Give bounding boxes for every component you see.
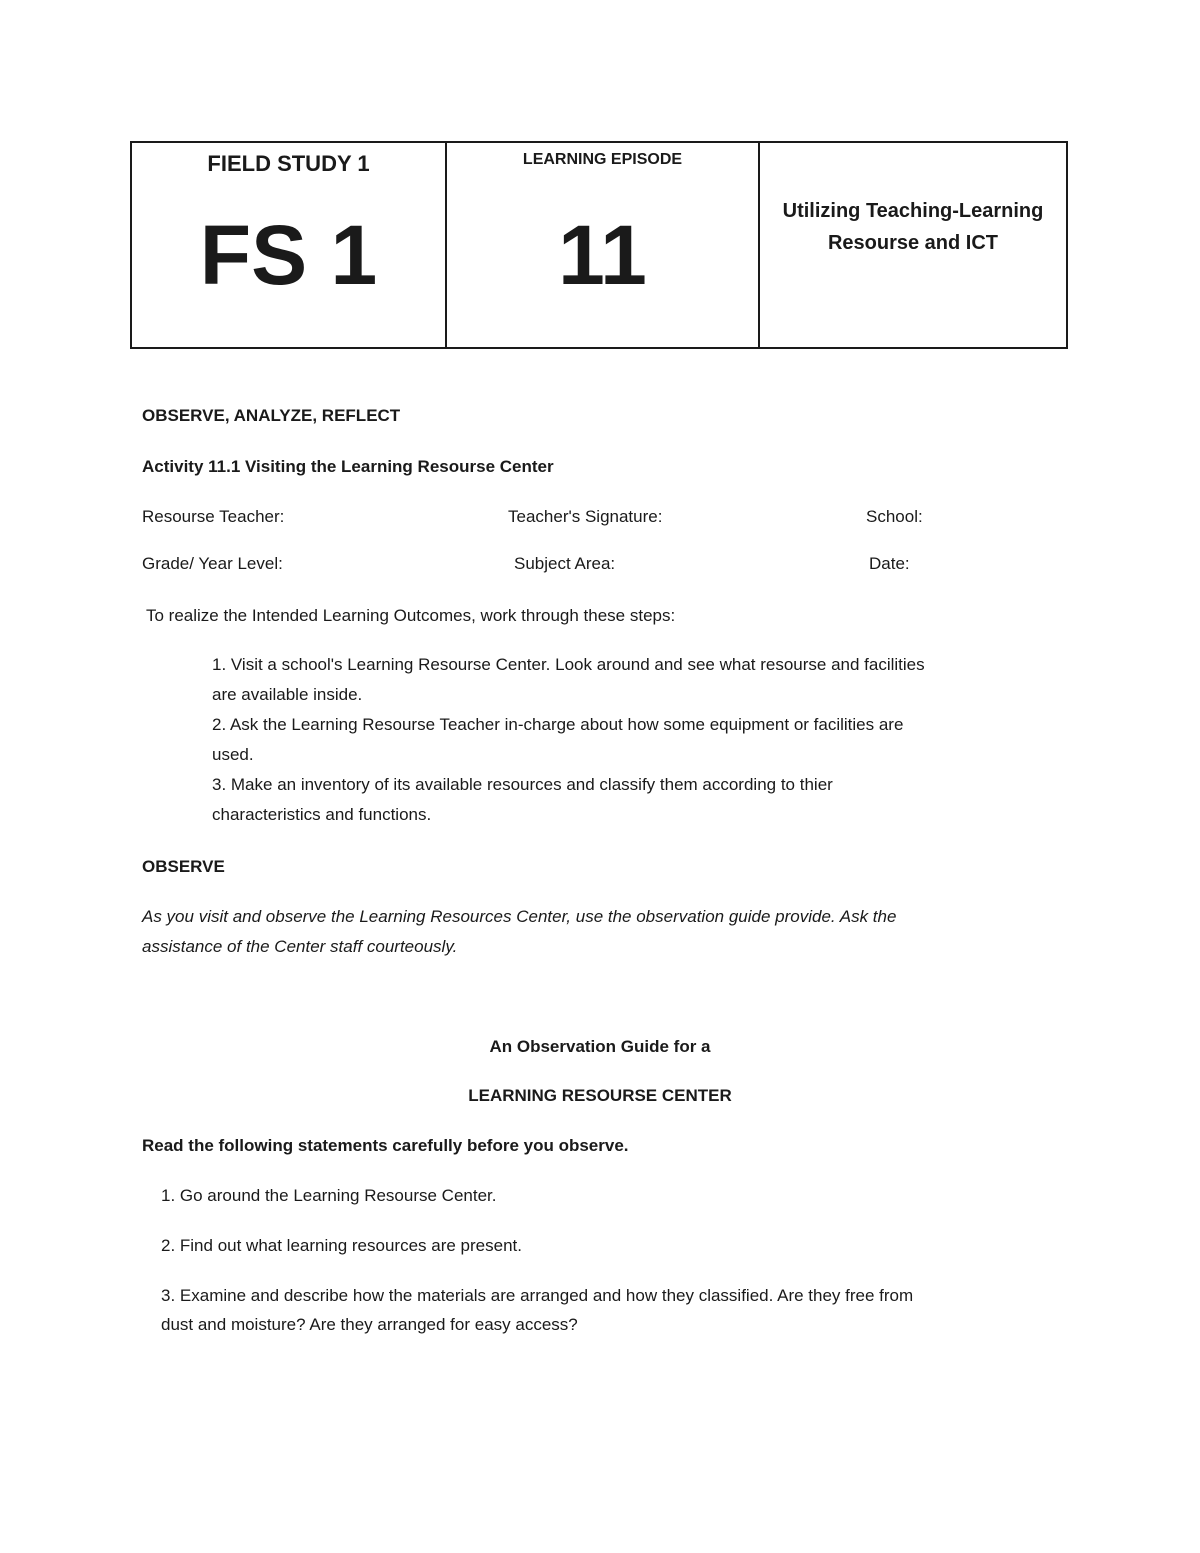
field-study-cell <box>132 143 445 347</box>
episode-number: 11 <box>558 208 647 302</box>
intro-text: To realize the Intended Learning Outcomes, work through these steps: <box>146 606 676 625</box>
step-line: characteristics and functions. <box>212 805 432 824</box>
guide-title-line-2: LEARNING RESOURSE CENTER <box>468 1086 732 1105</box>
step-item <box>212 710 1092 770</box>
section-heading: OBSERVE, ANALYZE, REFLECT <box>142 406 401 425</box>
guide-title-line-1: An Observation Guide for a <box>489 1037 711 1056</box>
guide-instruction: Read the following statements carefully before you observe. <box>142 1136 629 1155</box>
step-line: are available inside. <box>212 685 363 704</box>
teacher-signature-label: Teacher's Signature: <box>508 507 663 526</box>
observe-instruction-line-2: assistance of the Center staff courteously. <box>142 937 458 956</box>
observe-heading: OBSERVE <box>142 857 225 876</box>
grade-level-label: Grade/ Year Level: <box>142 554 283 573</box>
step-item <box>212 650 1092 710</box>
school-label: School: <box>866 507 923 526</box>
field-study-label: FIELD STUDY 1 <box>207 151 370 176</box>
topic-line-2: Resourse and ICT <box>827 232 999 254</box>
subject-area-label: Subject Area: <box>514 554 616 573</box>
resource-teacher-label: Resourse Teacher: <box>142 507 285 526</box>
step-line: 3. Make an inventory of its available resources and classify them according to thier <box>212 775 833 794</box>
guide-item: 3. Examine and describe how the materials are arranged and how they classified. Are they free from <box>161 1286 914 1305</box>
header-table <box>130 141 1068 349</box>
field-study-code: FS 1 <box>199 208 378 302</box>
step-item <box>212 770 1092 830</box>
date-label: Date: <box>869 554 910 573</box>
activity-title: Activity 11.1 Visiting the Learning Resourse Center <box>142 457 554 476</box>
topic-cell <box>758 143 1066 347</box>
guide-item-continuation: dust and moisture? Are they arranged for easy access? <box>161 1315 578 1334</box>
episode-cell <box>445 143 758 347</box>
step-line: 2. Ask the Learning Resourse Teacher in-charge about how some equipment or facilities are <box>212 715 904 734</box>
observe-instruction-line-1: As you visit and observe the Learning Resources Center, use the observation guide provide. Ask the <box>142 907 897 926</box>
guide-item: 2. Find out what learning resources are present. <box>161 1236 522 1255</box>
steps-list <box>212 650 1092 830</box>
episode-label: LEARNING EPISODE <box>522 151 683 168</box>
step-line: 1. Visit a school's Learning Resourse Center. Look around and see what resourse and facilities <box>212 655 925 674</box>
topic-line-1: Utilizing Teaching-Learning <box>782 200 1044 222</box>
step-line: used. <box>212 745 254 764</box>
topic-title <box>770 195 1056 259</box>
guide-item: 1. Go around the Learning Resourse Center. <box>161 1186 497 1205</box>
